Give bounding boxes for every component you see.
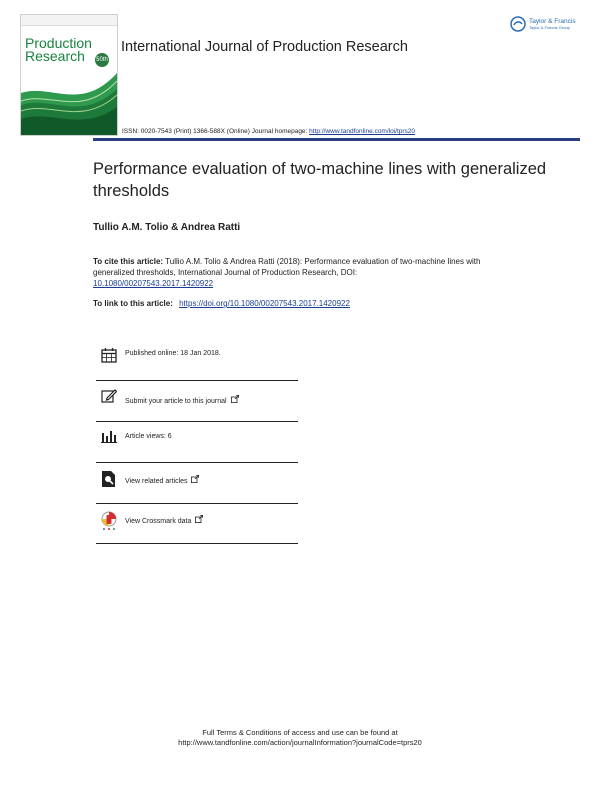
external-link-icon	[191, 475, 199, 483]
published-date: Published online: 18 Jan 2018.	[125, 350, 221, 357]
article-title: Performance evaluation of two-machine lines with generalized thresholds	[93, 160, 547, 200]
crossmark-row[interactable]	[96, 504, 298, 544]
journal-title[interactable]: International Journal of Production Research	[121, 39, 408, 55]
cover-title: Production Research	[25, 35, 92, 64]
calendar-icon	[101, 347, 117, 363]
submit-row[interactable]	[96, 381, 298, 421]
submit-article-text: Submit your article to this journal	[125, 398, 227, 405]
publisher-logo-icon	[510, 16, 526, 32]
issn-line	[122, 128, 415, 135]
related-search-icon	[101, 470, 117, 488]
citation-block	[93, 256, 493, 289]
views-row	[96, 422, 298, 462]
related-row[interactable]	[96, 463, 298, 503]
footer-line-1: Full Terms & Conditions of access and use can be found at	[202, 728, 398, 737]
header-rule	[93, 138, 580, 141]
publisher-name: Taylor & Francis	[529, 18, 576, 25]
divider	[96, 543, 298, 544]
crossmark-icon	[101, 511, 117, 531]
footer	[100, 728, 500, 748]
cite-text: Tullio A.M. Tolio & Andrea Ratti (2018): Performance evaluation of two-machine lines with generalized thresholds, International Journal of Production Research, DOI:	[93, 257, 481, 277]
external-link-icon	[231, 395, 239, 403]
edit-icon	[101, 388, 117, 404]
issn-text: ISSN: 0020-7543 (Print) 1366-588X (Online) Journal homepage:	[122, 128, 308, 135]
cite-label: To cite this article:	[93, 257, 164, 266]
view-crossmark-link[interactable]	[125, 515, 203, 525]
bar-chart-icon	[101, 429, 117, 443]
related-articles-text: View related articles	[125, 478, 188, 485]
article-authors: Tullio A.M. Tolio & Andrea Ratti	[93, 222, 241, 233]
doi-link[interactable]: 10.1080/00207543.2017.1420922	[93, 279, 214, 288]
published-row	[96, 340, 298, 380]
article-url-link[interactable]: https://doi.org/10.1080/00207543.2017.1420922	[179, 299, 350, 308]
link-label: To link to this article:	[93, 299, 173, 308]
article-link-block	[93, 299, 350, 308]
footer-line-2[interactable]: http://www.tandfonline.com/action/journalInformation?journalCode=tprs20	[178, 738, 422, 747]
submit-article-link[interactable]	[125, 395, 239, 405]
article-views: Article views: 6	[125, 433, 172, 440]
view-related-articles-link[interactable]	[125, 475, 199, 485]
cover-green-pattern	[21, 73, 117, 135]
crossmark-text: View Crossmark data	[125, 518, 192, 525]
journal-cover-image	[20, 14, 118, 136]
cover-seal: 50th	[95, 53, 109, 67]
publisher-logo[interactable]	[510, 16, 576, 32]
external-link-icon	[195, 515, 203, 523]
journal-homepage-link[interactable]: http://www.tandfonline.com/loi/tprs20	[309, 128, 416, 135]
publisher-group: Taylor & Francis Group	[529, 25, 570, 30]
